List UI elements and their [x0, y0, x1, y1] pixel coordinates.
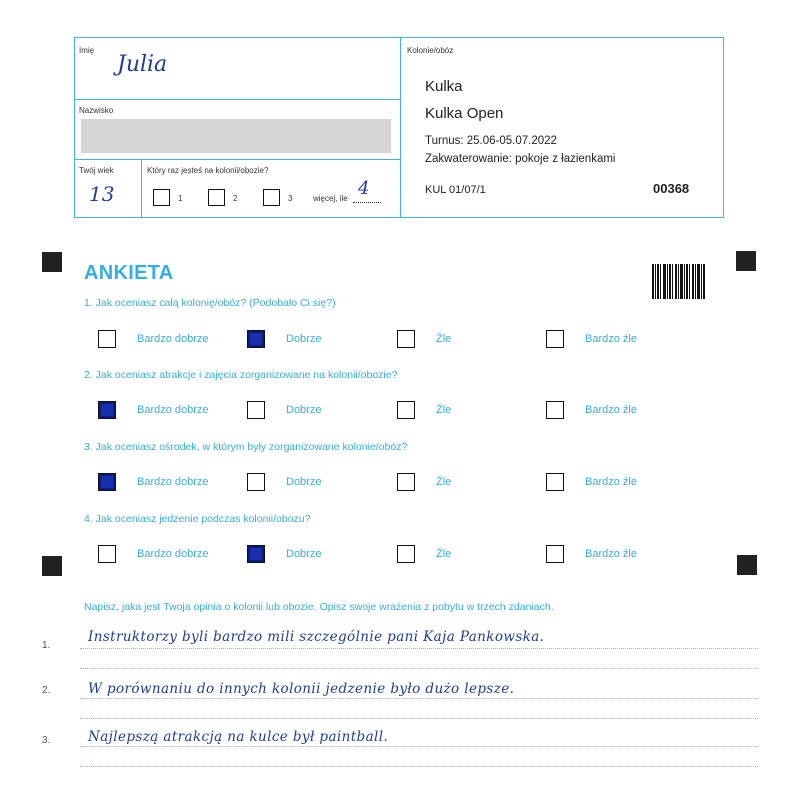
times-option-3: 3 [288, 194, 293, 203]
question-4-option-label: Bardzo źle [585, 548, 637, 560]
opinion-line-2-number: 2. [42, 685, 51, 696]
opinion-line-2-rule [80, 698, 758, 699]
header-row-divider-1 [75, 99, 400, 100]
question-1-option-label: Bardzo dobrze [137, 333, 209, 345]
question-2-option-label: Dobrze [286, 404, 322, 416]
question-2-option-label: Źle [436, 404, 452, 416]
question-1-text: 1. Jak oceniasz całą kolonię/obóz? (Podobało Ci się?) [84, 297, 336, 309]
question-4-checkbox-dobrze[interactable] [247, 545, 265, 563]
times-checkbox-1[interactable] [153, 189, 170, 206]
registration-marker-bottom-right [737, 555, 757, 575]
camp-code: KUL 01/07/1 [425, 184, 486, 196]
question-3-checkbox-zle[interactable] [397, 473, 415, 491]
question-2-text: 2. Jak oceniasz atrakcje i zajęcia zorganizowane na kolonii/obozie? [84, 369, 398, 381]
question-4-checkbox-bardzo-dobrze[interactable] [98, 545, 116, 563]
camp-subname: Kulka Open [425, 105, 504, 122]
question-4-text: 4. Jak oceniasz jedzenie podczas kolonii/obozu? [84, 513, 311, 525]
accommodation: Zakwaterowanie: pokoje z łazienkami [425, 153, 616, 165]
opinion-line-1-rule [80, 648, 758, 649]
opinion-line-1-rule-2 [80, 668, 758, 669]
opinion-line-3-text[interactable]: Najlepszą atrakcją na kulce był paintball. [88, 729, 389, 745]
times-label: Który raz jesteś na kolonii/obozie? [147, 166, 269, 175]
times-option-1: 1 [178, 194, 183, 203]
times-option-2: 2 [233, 194, 238, 203]
camp-header-form [74, 37, 724, 218]
question-3-option-label: Dobrze [286, 476, 322, 488]
first-name-value[interactable]: Julia [117, 52, 168, 77]
first-name-label: Imię [79, 46, 95, 55]
question-3-text: 3. Jak oceniasz ośrodek, w którym były zorganizowane kolonie/obóz? [84, 441, 408, 453]
question-3-checkbox-dobrze[interactable] [247, 473, 265, 491]
more-underline [353, 202, 381, 203]
age-value[interactable]: 13 [89, 182, 115, 206]
more-label: więcej, ile [313, 194, 348, 203]
age-divider [141, 159, 142, 217]
more-value[interactable]: 4 [358, 178, 370, 199]
opinion-line-3-rule [80, 746, 758, 747]
registration-marker-top-right [736, 251, 756, 271]
times-checkbox-2[interactable] [208, 189, 225, 206]
question-2-checkbox-bardzo-dobrze[interactable] [98, 401, 116, 419]
question-2-checkbox-zle[interactable] [397, 401, 415, 419]
question-3-option-label: Bardzo źle [585, 476, 637, 488]
form-number: 00368 [653, 181, 690, 196]
question-3-checkbox-bardzo-dobrze[interactable] [98, 473, 116, 491]
question-1-option-label: Źle [436, 333, 452, 345]
question-3-checkbox-bardzo-zle[interactable] [546, 473, 564, 491]
question-1-checkbox-bardzo-zle[interactable] [546, 330, 564, 348]
question-4-option-label: Bardzo dobrze [137, 548, 209, 560]
question-4-checkbox-zle[interactable] [397, 545, 415, 563]
question-3-option-label: Źle [436, 476, 452, 488]
opinion-instruction: Napisz, jaka jest Twoja opinia o kolonii lub obozie. Opisz swoje wrażenia z pobytu w trzech zdaniach. [84, 601, 554, 613]
question-1-checkbox-dobrze[interactable] [247, 330, 265, 348]
times-checkbox-3[interactable] [263, 189, 280, 206]
opinion-line-1-number: 1. [42, 640, 51, 651]
question-2-checkbox-bardzo-zle[interactable] [546, 401, 564, 419]
question-2-option-label: Bardzo dobrze [137, 404, 209, 416]
registration-marker-top-left [42, 252, 62, 272]
question-4-option-label: Źle [436, 548, 452, 560]
barcode-icon [652, 264, 705, 299]
surname-label: Nazwisko [79, 106, 114, 115]
turnus: Turnus: 25.06-05.07.2022 [425, 135, 557, 147]
header-divider [400, 38, 401, 217]
question-1-checkbox-bardzo-dobrze[interactable] [98, 330, 116, 348]
opinion-line-1-text[interactable]: Instruktorzy byli bardzo mili szczególnie pani Kaja Pankowska. [88, 629, 545, 645]
question-3-option-label: Bardzo dobrze [137, 476, 209, 488]
question-1-checkbox-zle[interactable] [397, 330, 415, 348]
question-4-option-label: Dobrze [286, 548, 322, 560]
question-4-checkbox-bardzo-zle[interactable] [546, 545, 564, 563]
camp-name: Kulka [425, 78, 463, 95]
opinion-line-3-number: 3. [42, 735, 51, 746]
question-2-checkbox-dobrze[interactable] [247, 401, 265, 419]
surname-redacted [81, 119, 391, 153]
age-label: Twój wiek [79, 166, 114, 175]
question-1-option-label: Bardzo źle [585, 333, 637, 345]
question-1-option-label: Dobrze [286, 333, 322, 345]
opinion-line-2-rule-2 [80, 718, 758, 719]
survey-title: ANKIETA [84, 262, 174, 284]
question-2-option-label: Bardzo źle [585, 404, 637, 416]
camp-label: Kolonie/obóz [407, 46, 454, 55]
opinion-line-2-text[interactable]: W porównaniu do innych kolonii jedzenie było dużo lepsze. [88, 681, 515, 697]
opinion-line-3-rule-2 [80, 766, 758, 767]
registration-marker-bottom-left [42, 556, 62, 576]
header-row-divider-2 [75, 159, 400, 160]
